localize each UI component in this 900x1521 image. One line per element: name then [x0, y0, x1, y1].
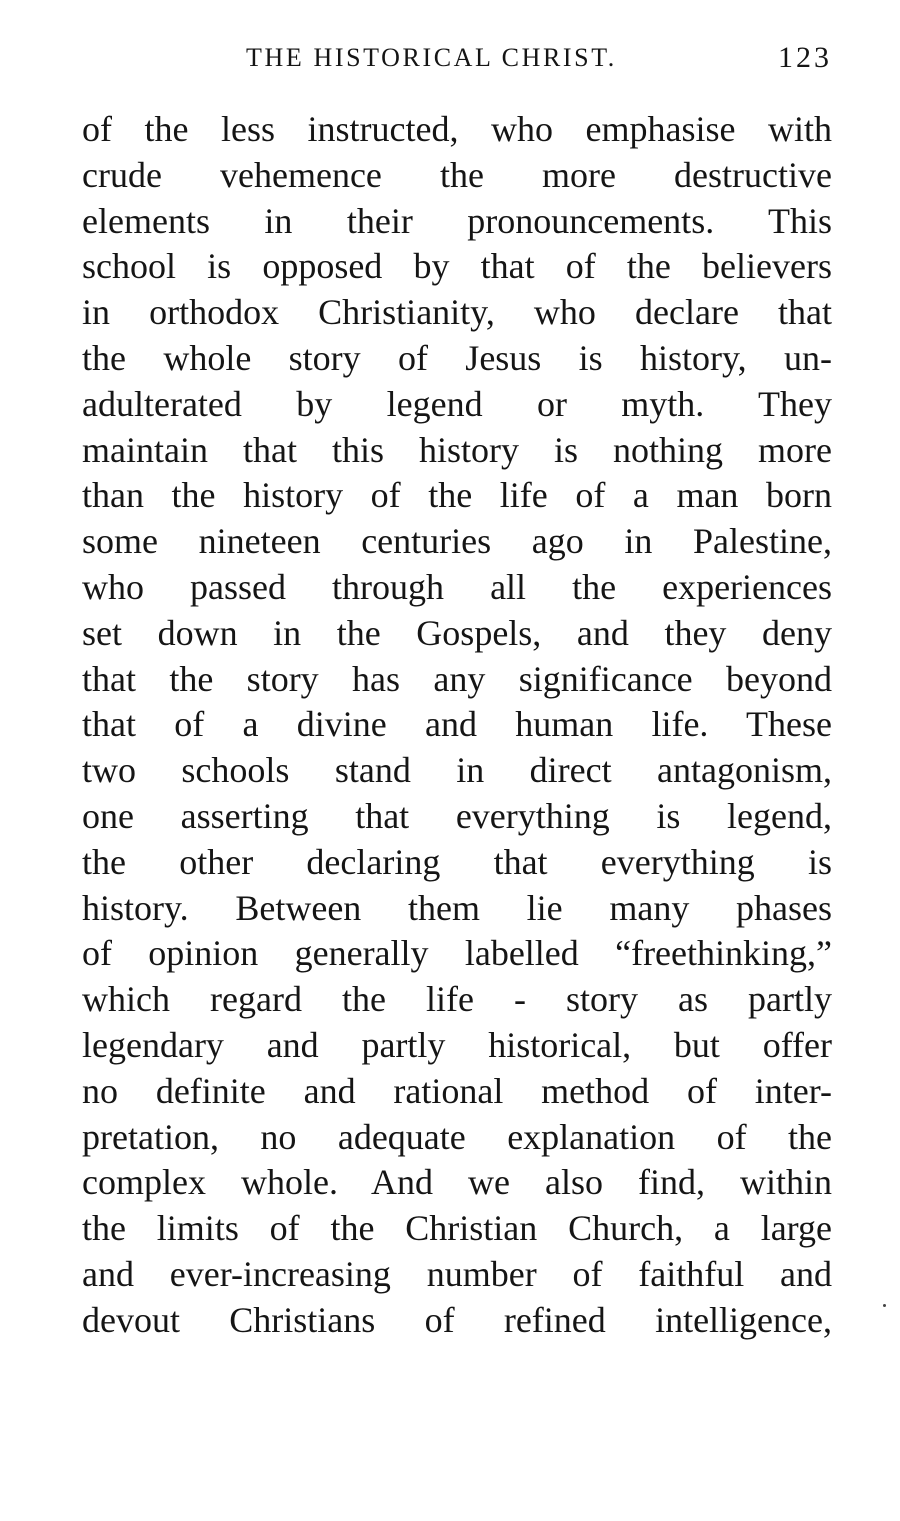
text-line: crude vehemence the more destructive [82, 154, 832, 195]
running-title: THE HISTORICAL CHRIST. [246, 43, 617, 72]
text-line: no definite and rational method of inter- [82, 1070, 832, 1111]
text-line: than the history of the life of a man born [82, 475, 832, 516]
print-speck [883, 1304, 886, 1307]
text-line: legendary and partly historical, but offer [82, 1024, 832, 1065]
page-number: 123 [778, 41, 832, 74]
text-line: which regard the life - story as partly [82, 979, 832, 1020]
text-line: maintain that this history is nothing more [82, 429, 832, 470]
text-line: adulterated by legend or myth. They [82, 383, 832, 424]
text-line: one asserting that everything is legend, [82, 795, 832, 836]
text-line: in orthodox Christianity, who declare that [82, 292, 832, 333]
text-line: the limits of the Christian Church, a large [82, 1208, 832, 1249]
text-line: some nineteen centuries ago in Palestine, [82, 521, 832, 562]
text-line: and ever-increasing number of faithful and [82, 1253, 832, 1294]
text-line: of the less instructed, who emphasise with [82, 109, 832, 149]
text-line: who passed through all the experiences [82, 566, 832, 607]
text-line: set down in the Gospels, and they deny [82, 612, 832, 653]
text-line: the whole story of Jesus is history, un- [82, 337, 832, 378]
text-line: of opinion generally labelled “freethinking,” [82, 933, 832, 974]
text-line: pretation, no adequate explanation of the [82, 1116, 832, 1157]
text-line: devout Christians of refined intelligence, [82, 1299, 832, 1340]
body-text [82, 107, 832, 1344]
running-head [82, 38, 832, 78]
text-line: that of a divine and human life. These [82, 704, 832, 745]
text-line: complex whole. And we also find, within [82, 1162, 832, 1203]
text-line: elements in their pronouncements. This [82, 200, 832, 241]
text-line: history. Between them lie many phases [82, 887, 832, 928]
text-line: two schools stand in direct antagonism, [82, 750, 832, 791]
text-line: school is opposed by that of the believers [82, 246, 832, 287]
text-line: that the story has any significance beyond [82, 658, 832, 699]
text-line: the other declaring that everything is [82, 841, 832, 882]
